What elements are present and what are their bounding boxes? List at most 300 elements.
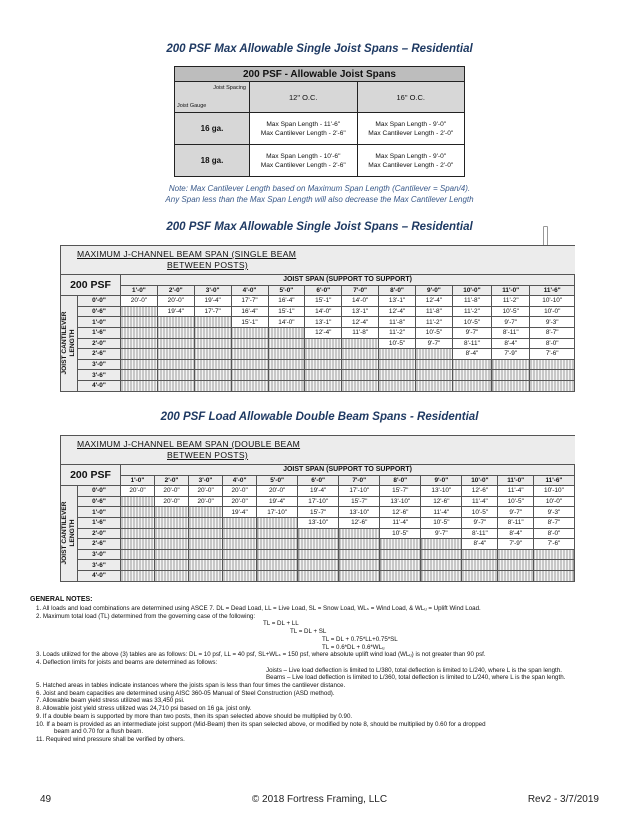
table-cell: 8'-11" — [498, 517, 533, 528]
section-title-single-beam: 200 PSF Max Allowable Single Joist Spans – Residential — [166, 221, 473, 233]
table-cell: 11'-4" — [380, 517, 421, 528]
hatched-cell — [231, 370, 268, 381]
table-cell: 7'-9" — [492, 349, 530, 360]
joist-spacing-label: Joist Spacing — [213, 85, 246, 91]
hatched-cell — [194, 370, 231, 381]
hatched-cell — [157, 359, 194, 370]
table-cell: 15'-7" — [298, 507, 339, 518]
table-cell: 8'-7" — [533, 517, 574, 528]
hatched-cell — [194, 359, 231, 370]
note-item: 10. If a beam is provided as an intermediate joist support (Mid-Beam) then its span selected above, or modified by note 8, should be multiplied by 0.60 for a dropped — [36, 720, 486, 728]
note-item: 4. Deflection limits for joists and beams are determined as follows: — [36, 658, 218, 666]
table-row — [61, 539, 575, 550]
hatched-cell — [462, 570, 498, 581]
table-row — [61, 317, 575, 328]
table-cell: 13'-10" — [339, 507, 380, 518]
hatched-cell — [379, 359, 416, 370]
table-cell: 15'-7" — [339, 496, 380, 507]
row-header: 2'-0" — [78, 528, 121, 539]
hatched-cell — [257, 570, 298, 581]
hatched-cell — [305, 370, 342, 381]
general-notes-title: GENERAL NOTES: — [30, 596, 93, 603]
hatched-cell — [342, 380, 379, 391]
hatched-cell — [498, 560, 533, 571]
table-cell: 8'-4" — [452, 349, 491, 360]
section-title-double-beam: 200 PSF Load Allowable Double Beam Spans - Residential — [160, 411, 479, 423]
table-cell: 9'-7" — [498, 507, 533, 518]
column-header: 1'-0" — [121, 475, 155, 486]
hatched-cell — [223, 560, 257, 571]
hatched-cell — [298, 539, 339, 550]
hatched-cell — [379, 380, 416, 391]
table-cell: 11'-4" — [462, 496, 498, 507]
note-item: beam and 0.70 for a flush beam. — [54, 728, 144, 736]
row-header: 1'-0" — [78, 507, 121, 518]
hatched-cell — [155, 549, 189, 560]
table-cell: Max Span Length - 9'-0" Max Cantilever Length - 2'-0" — [357, 145, 465, 177]
table-cell: 20'-0" — [157, 296, 194, 307]
cantilever-axis-label: JOIST CANTILEVER LENGTH — [61, 486, 78, 581]
note-item: 1. All loads and load combinations are determined using ASCE 7. DL = Dead Load, LL = Live Load, SL = Snow Load, WLₛ = Wind Load, & WLᵤ = Uplift Wind Load. — [36, 605, 481, 612]
table-cell: 12'-6" — [339, 517, 380, 528]
hatched-cell — [194, 327, 231, 338]
hatched-cell — [342, 359, 379, 370]
table-cell: 19'-4" — [298, 486, 339, 497]
table-cell: 7'-6" — [530, 349, 575, 360]
hatched-cell — [298, 570, 339, 581]
column-header: 7'-0" — [342, 285, 379, 296]
column-header: 8'-0" — [380, 475, 421, 486]
table-cell: 19'-4" — [194, 296, 231, 307]
hatched-cell — [305, 338, 342, 349]
revision: Rev2 - 3/7/2019 — [527, 794, 599, 805]
allowable-joist-spans-table — [174, 66, 465, 177]
table-cell: 19'-4" — [223, 507, 257, 518]
hatched-cell — [533, 570, 574, 581]
beam-table-title: MAXIMUM J-CHANNEL BEAM SPAN (SINGLE BEAM BETWEEN POSTS) — [61, 246, 575, 275]
hatched-cell — [231, 327, 268, 338]
table-row — [61, 486, 575, 497]
table-cell: 12'-6" — [462, 486, 498, 497]
hatched-cell — [121, 528, 155, 539]
hatched-cell — [157, 370, 194, 381]
column-header: 6'-0" — [298, 475, 339, 486]
hatched-cell — [157, 327, 194, 338]
hatched-cell — [462, 549, 498, 560]
hatched-cell — [155, 517, 189, 528]
gauge-16: 16 ga. — [175, 113, 250, 145]
gauge-18: 18 ga. — [175, 145, 250, 177]
table-cell: 12'-4" — [342, 317, 379, 328]
table-cell: 8'-7" — [530, 327, 575, 338]
hatched-cell — [157, 380, 194, 391]
column-header: 10'-0" — [462, 475, 498, 486]
row-header: 0'-0" — [78, 486, 121, 497]
table-cell: 10'-10" — [530, 296, 575, 307]
row-header: 0'-6" — [78, 306, 121, 317]
table-cell: 19'-4" — [257, 496, 298, 507]
hatched-cell — [452, 380, 491, 391]
table-cell: 14'-0" — [305, 306, 342, 317]
hatched-cell — [121, 549, 155, 560]
table-cell: 10'-5" — [498, 496, 533, 507]
column-header: 2'-0" — [157, 285, 194, 296]
hatched-cell — [492, 370, 530, 381]
table-cell: 11'-8" — [416, 306, 453, 317]
column-header: 1'-0" — [121, 285, 158, 296]
table-cell: 11'-2" — [416, 317, 453, 328]
hatched-cell — [380, 539, 421, 550]
table-cell: 10'-5" — [380, 528, 421, 539]
table-cell: 12'-4" — [416, 296, 453, 307]
hatched-cell — [121, 338, 158, 349]
note-item: 11. Required wind pressure shall be verified by others. — [36, 735, 185, 743]
row-header: 0'-0" — [78, 296, 121, 307]
table-cell: 17'-7" — [231, 296, 268, 307]
table-cell: 13'-1" — [342, 306, 379, 317]
note-item: 3. Loads utilized for the above (3) tables are as follows: DL = 10 psf, LL = 40 psf, SL+WLₛ = 150 psf, where absolute uplift wind load (WLᵤ) is not greater than 90 psf. — [36, 651, 486, 659]
hatched-cell — [257, 560, 298, 571]
hatched-cell — [155, 570, 189, 581]
hatched-cell — [223, 570, 257, 581]
column-header-12oc: 12" O.C. — [250, 82, 358, 113]
row-header: 0'-6" — [78, 496, 121, 507]
column-header: 3'-0" — [194, 285, 231, 296]
hatched-cell — [298, 549, 339, 560]
hatched-cell — [533, 549, 574, 560]
hatched-cell — [498, 549, 533, 560]
table-cell: 11'-2" — [379, 327, 416, 338]
beam-double-table — [60, 435, 575, 582]
hatched-cell — [305, 380, 342, 391]
hatched-cell — [155, 560, 189, 571]
hatched-cell — [305, 359, 342, 370]
hatched-cell — [223, 517, 257, 528]
table-row — [61, 517, 575, 528]
hatched-cell — [416, 370, 453, 381]
table-cell: 15'-1" — [268, 306, 305, 317]
section-title-joist-spans: 200 PSF Max Allowable Single Joist Spans – Residential — [166, 43, 473, 55]
table-cell: 14'-0" — [268, 317, 305, 328]
row-header: 3'-6" — [78, 560, 121, 571]
table-cell: 9'-3" — [533, 507, 574, 518]
table-cell: 8'-0" — [530, 338, 575, 349]
table-cell: 13'-10" — [380, 496, 421, 507]
column-header: 2'-0" — [155, 475, 189, 486]
hatched-cell — [121, 507, 155, 518]
table-cell: 17'-10" — [298, 496, 339, 507]
column-header: 11'-6" — [530, 285, 575, 296]
hatched-cell — [194, 317, 231, 328]
hatched-cell — [380, 549, 421, 560]
table-cell: 16'-4" — [231, 306, 268, 317]
hatched-cell — [257, 528, 298, 539]
table-cell: 13'-10" — [298, 517, 339, 528]
table-cell: 10'-5" — [452, 317, 491, 328]
table-row — [61, 496, 575, 507]
hatched-cell — [157, 349, 194, 360]
hatched-cell — [121, 349, 158, 360]
hatched-cell — [121, 327, 158, 338]
table-row — [61, 370, 575, 381]
hatched-cell — [257, 549, 298, 560]
row-header: 1'-6" — [78, 517, 121, 528]
hatched-cell — [416, 359, 453, 370]
hatched-cell — [339, 549, 380, 560]
table-row — [61, 296, 575, 307]
hatched-cell — [231, 349, 268, 360]
table-row — [61, 528, 575, 539]
table-cell: 8'-11" — [462, 528, 498, 539]
hatched-cell — [257, 517, 298, 528]
hatched-cell — [121, 370, 158, 381]
column-header: 5'-0" — [268, 285, 305, 296]
hatched-cell — [121, 496, 155, 507]
row-header: 3'-0" — [78, 359, 121, 370]
table-cell: 10'-5" — [421, 517, 462, 528]
hatched-cell — [121, 517, 155, 528]
table-row — [61, 507, 575, 518]
table-cell: Max Span Length - 9'-0" Max Cantilever Length - 2'-0" — [357, 113, 465, 145]
table-cell: 9'-7" — [452, 327, 491, 338]
row-header: 3'-0" — [78, 549, 121, 560]
table-cell: Max Span Length - 10'-6" Max Cantilever Length - 2'-6" — [250, 145, 358, 177]
row-header: 4'-0" — [78, 570, 121, 581]
table-cell: 15'-1" — [305, 296, 342, 307]
hatched-cell — [194, 380, 231, 391]
hatched-cell — [339, 560, 380, 571]
hatched-cell — [492, 359, 530, 370]
hatched-cell — [268, 370, 305, 381]
table-cell: 12'-4" — [379, 306, 416, 317]
table-row — [61, 306, 575, 317]
table-cell: 9'-7" — [462, 517, 498, 528]
beam-table-title: MAXIMUM J-CHANNEL BEAM SPAN (DOUBLE BEAM BETWEEN POSTS) — [61, 436, 575, 465]
hatched-cell — [189, 507, 223, 518]
table-row — [61, 338, 575, 349]
table-cell: Max Span Length - 11'-6" Max Cantilever Length - 2'-6" — [250, 113, 358, 145]
hatched-cell — [223, 539, 257, 550]
table-cell: 11'-4" — [421, 507, 462, 518]
joist-span-header: JOIST SPAN (SUPPORT TO SUPPORT) — [121, 275, 575, 286]
table-cell: 11'-8" — [342, 327, 379, 338]
hatched-cell — [223, 549, 257, 560]
hatched-cell — [155, 507, 189, 518]
hatched-cell — [530, 380, 575, 391]
table-cell: 20'-0" — [189, 486, 223, 497]
table-cell: 10'-0" — [533, 496, 574, 507]
table-cell: 11'-2" — [492, 296, 530, 307]
hatched-cell — [342, 349, 379, 360]
table-cell: 8'-4" — [498, 528, 533, 539]
hatched-cell — [189, 549, 223, 560]
hatched-cell — [342, 370, 379, 381]
table-row — [61, 380, 575, 391]
note-item: 8. Allowable joist yield stress utilized was 24,710 psi based on 16 ga. joist only. — [36, 705, 252, 713]
note-item: TL = DL + 0.75*LL+0.75*SL — [322, 635, 398, 643]
note-item: TL = DL + LL — [263, 620, 299, 628]
corner-header — [175, 82, 250, 113]
column-header: 9'-0" — [416, 285, 453, 296]
hatched-cell — [339, 528, 380, 539]
table-cell: 12'-6" — [421, 496, 462, 507]
copyright: © 2018 Fortress Framing, LLC — [251, 794, 388, 805]
hatched-cell — [268, 338, 305, 349]
general-notes — [36, 605, 616, 744]
column-header: 9'-0" — [421, 475, 462, 486]
hatched-cell — [498, 570, 533, 581]
hatched-cell — [530, 359, 575, 370]
note-item: Joists – Live load deflection is limited to L/380, total deflection is limited to L/240, where L is the span length. — [266, 666, 562, 674]
table-cell: 20'-0" — [121, 296, 158, 307]
table-cell: 8'-0" — [533, 528, 574, 539]
hatched-cell — [421, 549, 462, 560]
table-row — [61, 327, 575, 338]
table-cell: 20'-0" — [155, 496, 189, 507]
row-header: 2'-0" — [78, 338, 121, 349]
table-cell: 13'-10" — [421, 486, 462, 497]
table-row — [61, 570, 575, 581]
hatched-cell — [189, 570, 223, 581]
hatched-cell — [298, 528, 339, 539]
table-cell: 17'-7" — [194, 306, 231, 317]
page-number: 49 — [40, 794, 52, 805]
hatched-cell — [155, 539, 189, 550]
table-cell: 8'-11" — [492, 327, 530, 338]
table-cell: 20'-0" — [155, 486, 189, 497]
note-item: 5. Hatched areas in tables indicate instances where the joists span is less than four times the cantilever distance. — [36, 682, 346, 690]
column-header: 10'-0" — [452, 285, 491, 296]
table-caption: 200 PSF - Allowable Joist Spans — [175, 67, 465, 82]
hatched-cell — [416, 380, 453, 391]
row-header: 1'-0" — [78, 317, 121, 328]
hatched-cell — [530, 370, 575, 381]
note-item: TL = 0.6*DL + 0.6*WLᵤ — [322, 643, 385, 651]
table-cell: 10'-10" — [533, 486, 574, 497]
table-cell: 10'-0" — [530, 306, 575, 317]
hatched-cell — [421, 539, 462, 550]
hatched-cell — [257, 539, 298, 550]
hatched-cell — [121, 317, 158, 328]
table-row — [61, 359, 575, 370]
hatched-cell — [380, 560, 421, 571]
row-header: 2'-6" — [78, 349, 121, 360]
hatched-cell — [121, 539, 155, 550]
joist-span-header: JOIST SPAN (SUPPORT TO SUPPORT) — [121, 465, 575, 476]
hatched-cell — [452, 370, 491, 381]
table-cell: 20'-0" — [121, 486, 155, 497]
hatched-cell — [157, 317, 194, 328]
hatched-cell — [268, 380, 305, 391]
table-cell: 11'-8" — [379, 317, 416, 328]
hatched-cell — [189, 560, 223, 571]
hatched-cell — [121, 359, 158, 370]
cantilever-axis-label: JOIST CANTILEVER LENGTH — [61, 296, 78, 391]
table-cell: 7'-9" — [498, 539, 533, 550]
hatched-cell — [223, 528, 257, 539]
table-cell: 13'-1" — [305, 317, 342, 328]
hatched-cell — [194, 338, 231, 349]
table-cell: 12'-6" — [380, 507, 421, 518]
table-cell: 15'-7" — [380, 486, 421, 497]
hatched-cell — [492, 380, 530, 391]
hatched-cell — [121, 306, 158, 317]
table-cell: 8'-11" — [452, 338, 491, 349]
column-header: 11'-6" — [533, 475, 574, 486]
note-item: Beams – Live load deflection is limited to L/360, total deflection is limited to L/240, where L is the span length. — [266, 674, 566, 682]
hatched-cell — [533, 560, 574, 571]
table-cell: 10'-5" — [416, 327, 453, 338]
hatched-cell — [189, 539, 223, 550]
hatched-cell — [462, 560, 498, 571]
note-item: 2. Maximum total load (TL) determined from the governing case of the following: — [36, 612, 256, 620]
table-cell: 10'-5" — [492, 306, 530, 317]
hatched-cell — [342, 338, 379, 349]
row-header: 3'-6" — [78, 370, 121, 381]
hatched-cell — [379, 349, 416, 360]
hatched-cell — [339, 539, 380, 550]
hatched-cell — [268, 349, 305, 360]
table-cell: 17'-10" — [339, 486, 380, 497]
column-header: 7'-0" — [339, 475, 380, 486]
note-item: 9. If a double beam is supported by more than two posts, then its span selected above should be multiplied by 0.90. — [36, 712, 353, 720]
table-cell: 9'-3" — [530, 317, 575, 328]
hatched-cell — [157, 338, 194, 349]
table-cell: 11'-4" — [498, 486, 533, 497]
hatched-cell — [194, 349, 231, 360]
table-cell: 13'-1" — [379, 296, 416, 307]
hatched-cell — [421, 560, 462, 571]
beam-single-table — [60, 245, 575, 392]
table-cell: 20'-0" — [223, 486, 257, 497]
note-item: TL = DL + SL — [290, 628, 327, 636]
column-header: 11'-0" — [492, 285, 530, 296]
column-header: 6'-0" — [305, 285, 342, 296]
table-row — [61, 560, 575, 571]
table-cell: 8'-4" — [462, 539, 498, 550]
hatched-cell — [421, 570, 462, 581]
hatched-cell — [305, 349, 342, 360]
psf-label: 200 PSF — [61, 465, 121, 486]
table-cell: 9'-7" — [492, 317, 530, 328]
table-row — [61, 549, 575, 560]
hatched-cell — [121, 560, 155, 571]
hatched-cell — [155, 528, 189, 539]
column-header: 8'-0" — [379, 285, 416, 296]
table-cell: 10'-5" — [379, 338, 416, 349]
table-cell: 17'-10" — [257, 507, 298, 518]
table-cell: 15'-1" — [231, 317, 268, 328]
hatched-cell — [121, 570, 155, 581]
table-cell: 9'-7" — [416, 338, 453, 349]
table-cell: 7'-6" — [533, 539, 574, 550]
hatched-cell — [379, 370, 416, 381]
hatched-cell — [452, 359, 491, 370]
column-header-16oc: 16" O.C. — [357, 82, 465, 113]
hatched-cell — [189, 528, 223, 539]
hatched-cell — [268, 327, 305, 338]
hatched-cell — [189, 517, 223, 528]
hatched-cell — [339, 570, 380, 581]
hatched-cell — [231, 380, 268, 391]
hatched-cell — [231, 338, 268, 349]
column-header: 11'-0" — [498, 475, 533, 486]
hatched-cell — [380, 570, 421, 581]
hatched-cell — [121, 380, 158, 391]
table-cell: 20'-0" — [257, 486, 298, 497]
table-cell: 20'-0" — [189, 496, 223, 507]
hatched-cell — [298, 560, 339, 571]
